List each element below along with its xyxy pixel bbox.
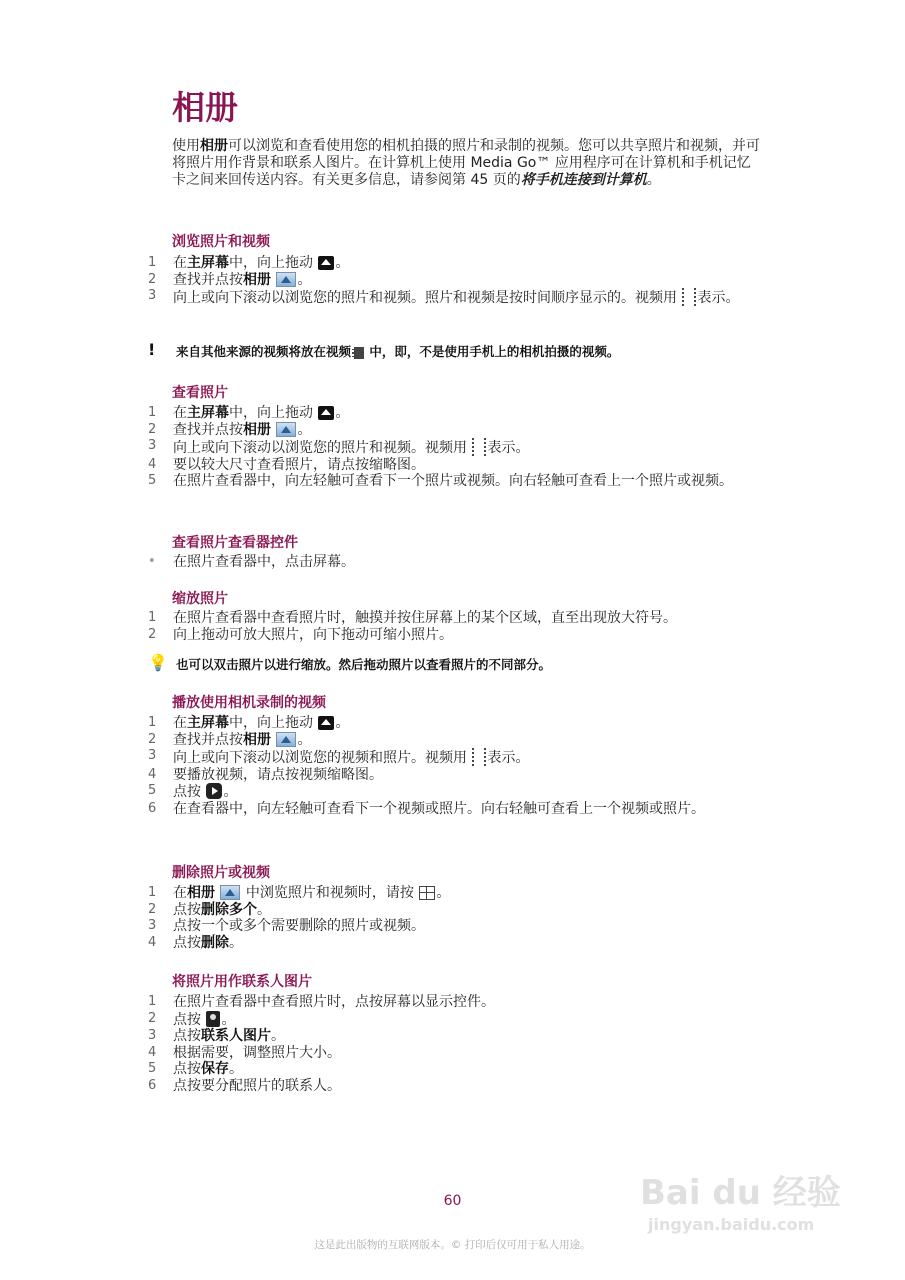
steps-view [148, 405, 748, 490]
list-item: 4 要以较大尺寸查看照片，请点按缩略图。 [148, 456, 425, 473]
list-item: 2 点按删除多个。 [148, 901, 271, 918]
steps-contact-picture [148, 994, 748, 1094]
list-item: 5 点按 。 [148, 783, 238, 800]
up-arrow-icon [318, 256, 334, 270]
intro-paragraph: 使用相册可以浏览和查看使用您的相机拍摄的照片和录制的视频。您可以共享照片和视频，并可将照片用作背景和联系人图片。在计算机上使用 Media Go™ 应用程序可在计算机和手机记忆卡之间来回传送内容。有关更多信息，请参阅第 45 页的将手机连接到计算机。 [172, 138, 760, 188]
section-title-viewer-controls: 查看照片查看器控件 [172, 535, 298, 551]
section-title-play-video: 播放使用相机录制的视频 [172, 695, 326, 711]
album-icon [276, 272, 296, 287]
list-item: 2 点按 。 [148, 1010, 236, 1028]
list-item: 2 查找并点按相册 。 [148, 421, 312, 438]
footer-note: 这是此出版物的互联网版本。© 打印后仅可用于私人用途。 [314, 1239, 591, 1251]
up-arrow-icon [318, 406, 334, 420]
list-item: 3 向上或向下滚动以浏览您的视频和照片。视频用 表示。 [148, 748, 530, 766]
section-title-view: 查看照片 [172, 385, 228, 401]
watermark-url: jingyan.baidu.com [648, 1215, 815, 1234]
album-icon [276, 422, 296, 437]
section-title-delete: 删除照片或视频 [172, 865, 270, 881]
video-icon [472, 748, 486, 766]
list-item: 3 点按一个或多个需要删除的照片或视频。 [148, 918, 425, 934]
page-number: 60 [443, 1193, 462, 1209]
list-item: 1 在相册 中浏览照片和视频时，请按 。 [148, 885, 451, 901]
list-item: 2 向上拖动可放大照片，向下拖动可缩小照片。 [148, 626, 453, 643]
list-item: 2 查找并点按相册 。 [148, 731, 312, 748]
list-item: 4 点按删除。 [148, 934, 243, 951]
video-icon [352, 347, 364, 359]
note-tip: 💡 也可以双击照片以进行缩放。然后拖动照片以查看照片的不同部分。 [148, 653, 552, 672]
list-item: 6 点按要分配照片的联系人。 [148, 1077, 341, 1094]
up-arrow-icon [318, 716, 334, 730]
list-item: 1 在照片查看器中查看照片时，点按屏幕以显示控件。 [148, 994, 495, 1010]
cross-reference-link[interactable]: 将手机连接到计算机 [520, 172, 647, 188]
list-item: 1 在主屏幕中，向上拖动 。 [148, 715, 350, 731]
list-item: 6 在查看器中，向左轻触可查看下一个视频或照片。向右轻触可查看上一个视频或照片。 [148, 800, 705, 817]
list-item: • 在照片查看器中，点击屏幕。 [148, 554, 355, 570]
video-icon [682, 288, 696, 306]
contact-picture-icon [206, 1011, 220, 1027]
list-item: 5 点按保存。 [148, 1061, 243, 1077]
list-item: 1 在主屏幕中，向上拖动 。 [148, 255, 350, 271]
steps-zoom [148, 610, 748, 643]
steps-play-video [148, 715, 748, 817]
video-icon [472, 438, 486, 456]
list-item: 3 向上或向下滚动以浏览您的照片和视频。视频用 表示。 [148, 438, 530, 456]
list-item: 3 点按联系人图片。 [148, 1028, 285, 1044]
list-item: 4 根据需要，调整照片大小。 [148, 1044, 341, 1061]
list-item: 3 向上或向下滚动以浏览您的照片和视频。照片和视频是按时间顺序显示的。视频用 表示。 [148, 288, 740, 306]
page-title: 相册 [172, 88, 238, 127]
menu-icon [419, 886, 435, 900]
section-title-browse: 浏览照片和视频 [172, 234, 270, 250]
steps-browse [148, 255, 748, 307]
list-item: 2 查找并点按相册 。 [148, 271, 312, 288]
album-icon [276, 732, 296, 747]
play-icon [206, 783, 222, 799]
section-title-contact-picture: 将照片用作联系人图片 [172, 974, 312, 990]
list-item: 1 在照片查看器中查看照片时，触摸并按住屏幕上的某个区域，直至出现放大符号。 [148, 610, 677, 626]
steps-delete [148, 885, 748, 951]
list-item: 1 在主屏幕中，向上拖动 。 [148, 405, 350, 421]
lightbulb-icon: 💡 [148, 653, 168, 672]
steps-viewer-controls [148, 554, 748, 571]
section-title-zoom: 缩放照片 [172, 591, 228, 607]
warning-icon: ! [148, 340, 156, 359]
album-icon [220, 885, 240, 900]
list-item: 5 在照片查看器中，向左轻触可查看下一个照片或视频。向右轻触可查看上一个照片或视频。 [148, 473, 733, 489]
note-warning: ! 来自其他来源的视频将放在视频 中，即，不是使用手机上的相机拍摄的视频。 [148, 340, 620, 359]
watermark-logo: Bai du 经验 [640, 1173, 841, 1213]
list-item: 4 要播放视频，请点按视频缩略图。 [148, 766, 383, 783]
